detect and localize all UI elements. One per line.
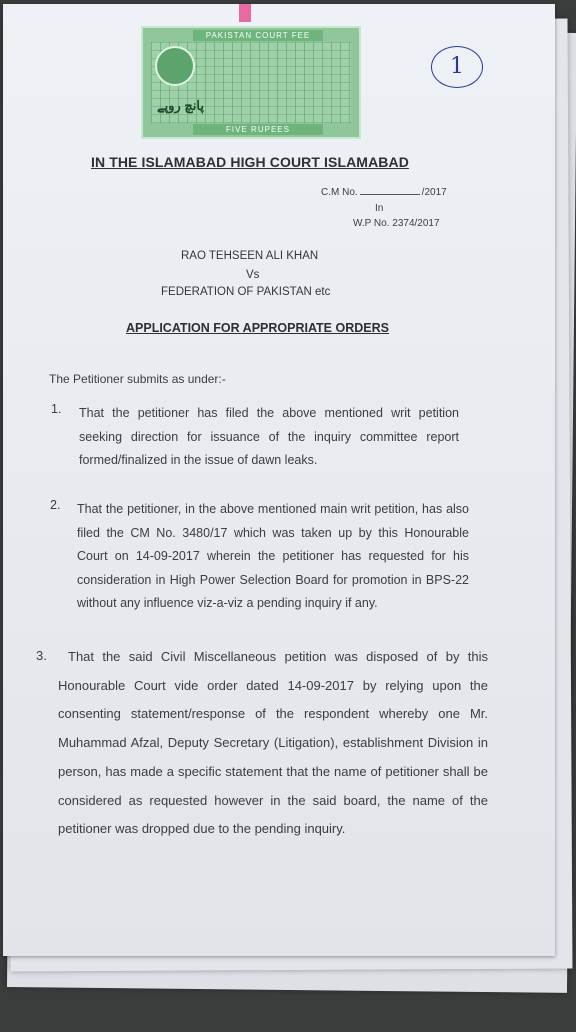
paragraph-number: 2. <box>50 498 61 512</box>
stamp-urdu-text: پانچ روپے <box>157 98 204 113</box>
paragraph-text: That the petitioner has filed the above mentioned writ petition seeking direction for issuance of the inquiry committee report formed/finalized in the issue of dawn leaks. <box>79 406 459 467</box>
cm-number-line <box>321 185 447 198</box>
stamp-top-text: PAKISTAN COURT FEE <box>193 30 323 41</box>
crescent-star-emblem-icon <box>155 46 195 86</box>
court-fee-stamp <box>141 26 361 139</box>
petitioner-name: RAO TEHSEEN ALI KHAN <box>181 250 319 262</box>
pink-flag-tab <box>239 4 251 22</box>
wp-number: W.P No. 2374/2017 <box>353 218 440 229</box>
paragraph-text: That the petitioner, in the above mentioned main writ petition, has also filed the CM No. 3480/17 which was taken up by this Honourable Court on 14-09-2017 wherein the petitioner has requested for his consideration in High Power Selection Board for promotion in BPS-22 without any influence viz-a-viz a pending inquiry if any. <box>77 502 469 610</box>
intro-text: The Petitioner submits as under:- <box>49 372 226 386</box>
stamp-bottom-text: FIVE RUPEES <box>193 124 323 135</box>
document-page <box>3 4 555 956</box>
paragraph-3-body: That the said Civil Miscellaneous petition was disposed of by this Honourable Court vide order dated 14-09-2017 by relying upon the consenting statement/response of the respondent whereby one Mr. Muhammad Afzal, Deputy Secretary (Litigation), establishment Division in person, has made a specific statement that the name of petitioner shall be considered as requested however in the said board, the name of the petitioner was dropped due to the pending inquiry. <box>58 649 488 837</box>
paragraph-number: 1. <box>51 402 62 416</box>
page-number-marker: 1 <box>431 46 483 88</box>
court-heading: IN THE ISLAMABAD HIGH COURT ISLAMABAD <box>91 154 409 170</box>
cm-prefix: C.M No. <box>321 187 358 198</box>
in-label: In <box>375 203 384 214</box>
paragraph-number: 3. <box>36 648 47 663</box>
respondent-name: FEDERATION OF PAKISTAN etc <box>161 286 331 298</box>
versus-label: Vs <box>246 269 260 281</box>
application-title: APPLICATION FOR APPROPRIATE ORDERS <box>126 321 389 335</box>
cm-suffix: /2017 <box>421 187 447 198</box>
cm-blank <box>360 185 420 195</box>
paragraph-text <box>58 643 488 844</box>
